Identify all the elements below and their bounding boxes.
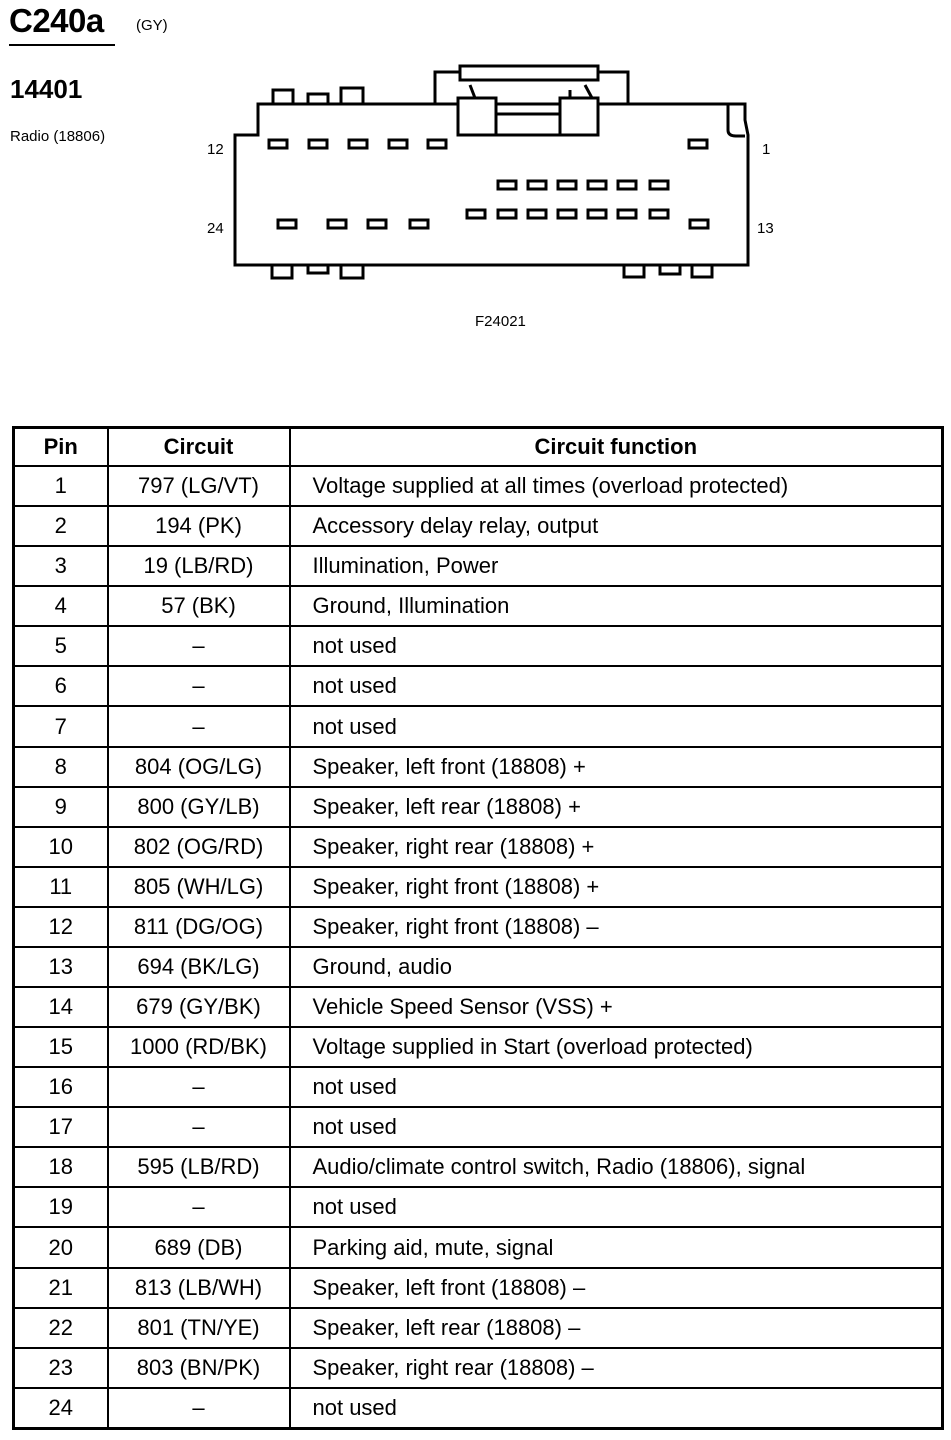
connector-id: C240a [9, 2, 104, 39]
pin-label-13: 13 [757, 220, 774, 237]
connector-face-diagram [195, 60, 795, 350]
pin-cell: 24 [14, 1388, 108, 1429]
circuit-cell: 57 (BK) [108, 586, 290, 626]
table-row [14, 827, 943, 867]
header-circuit-function: Circuit function [290, 428, 943, 467]
function-cell: Speaker, left front (18808) – [290, 1268, 943, 1308]
pin-label-12: 12 [207, 141, 224, 158]
function-cell: Audio/climate control switch, Radio (18806), signal [290, 1147, 943, 1187]
circuit-cell: 1000 (RD/BK) [108, 1027, 290, 1067]
circuit-cell: 19 (LB/RD) [108, 546, 290, 586]
circuit-cell: 801 (TN/YE) [108, 1308, 290, 1348]
circuit-cell: – [108, 1107, 290, 1147]
function-cell: Parking aid, mute, signal [290, 1227, 943, 1267]
function-cell: Speaker, right front (18808) + [290, 867, 943, 907]
table-row [14, 867, 943, 907]
header-pin: Pin [14, 428, 108, 467]
function-cell: not used [290, 1067, 943, 1107]
function-cell: Speaker, left front (18808) + [290, 747, 943, 787]
pin-cell: 16 [14, 1067, 108, 1107]
pin-cell: 14 [14, 987, 108, 1027]
part-number: 14401 [10, 74, 83, 104]
table-row [14, 506, 943, 546]
function-cell: Speaker, right rear (18808) – [290, 1348, 943, 1388]
circuit-cell: – [108, 1187, 290, 1227]
pin-cell: 22 [14, 1308, 108, 1348]
table-row [14, 1107, 943, 1147]
table-row [14, 787, 943, 827]
function-cell: not used [290, 706, 943, 746]
pin-cell: 3 [14, 546, 108, 586]
table-row [14, 1227, 943, 1267]
pin-cell: 1 [14, 466, 108, 506]
function-cell: Vehicle Speed Sensor (VSS) + [290, 987, 943, 1027]
table-row [14, 1067, 943, 1107]
table-row [14, 1308, 943, 1348]
circuit-cell: 802 (OG/RD) [108, 827, 290, 867]
function-cell: Voltage supplied in Start (overload protected) [290, 1027, 943, 1067]
circuit-cell: 194 (PK) [108, 506, 290, 546]
circuit-cell: 805 (WH/LG) [108, 867, 290, 907]
table-header-row [14, 428, 943, 467]
table-row [14, 1027, 943, 1067]
circuit-cell: – [108, 706, 290, 746]
circuit-cell: 804 (OG/LG) [108, 747, 290, 787]
pin-cell: 7 [14, 706, 108, 746]
table-row [14, 947, 943, 987]
circuit-cell: 811 (DG/OG) [108, 907, 290, 947]
pin-label-24: 24 [207, 220, 224, 237]
pin-cell: 2 [14, 506, 108, 546]
pin-cell: 21 [14, 1268, 108, 1308]
function-cell: not used [290, 1107, 943, 1147]
component-name: Radio (18806) [10, 128, 106, 145]
circuit-cell: 803 (BN/PK) [108, 1348, 290, 1388]
pin-cell: 12 [14, 907, 108, 947]
table-row [14, 706, 943, 746]
pin-cell: 5 [14, 626, 108, 666]
pinout-table-body [14, 466, 943, 1429]
figure-id: F24021 [475, 313, 526, 330]
pinout-table [12, 426, 944, 1430]
pin-cell: 20 [14, 1227, 108, 1267]
circuit-cell: 694 (BK/LG) [108, 947, 290, 987]
connector-id-underline [9, 44, 115, 46]
circuit-cell: 595 (LB/RD) [108, 1147, 290, 1187]
pin-cell: 17 [14, 1107, 108, 1147]
pin-label-1: 1 [762, 141, 771, 158]
circuit-cell: 800 (GY/LB) [108, 787, 290, 827]
circuit-cell: – [108, 1388, 290, 1429]
table-row [14, 466, 943, 506]
function-cell: not used [290, 1388, 943, 1429]
table-row [14, 1348, 943, 1388]
function-cell: not used [290, 626, 943, 666]
circuit-cell: 689 (DB) [108, 1227, 290, 1267]
function-cell: not used [290, 1187, 943, 1227]
function-cell: Accessory delay relay, output [290, 506, 943, 546]
pin-cell: 13 [14, 947, 108, 987]
function-cell: Speaker, right rear (18808) + [290, 827, 943, 867]
circuit-cell: 797 (LG/VT) [108, 466, 290, 506]
function-cell: Voltage supplied at all times (overload protected) [290, 466, 943, 506]
table-row [14, 586, 943, 626]
pin-cell: 18 [14, 1147, 108, 1187]
pin-cell: 15 [14, 1027, 108, 1067]
function-cell: not used [290, 666, 943, 706]
table-row [14, 1388, 943, 1429]
table-row [14, 666, 943, 706]
circuit-cell: – [108, 1067, 290, 1107]
table-row [14, 1147, 943, 1187]
table-row [14, 626, 943, 666]
pin-cell: 23 [14, 1348, 108, 1388]
table-row [14, 1187, 943, 1227]
function-cell: Speaker, left rear (18808) + [290, 787, 943, 827]
table-row [14, 546, 943, 586]
table-row [14, 987, 943, 1027]
pin-cell: 9 [14, 787, 108, 827]
pin-cell: 11 [14, 867, 108, 907]
table-row [14, 907, 943, 947]
table-row [14, 1268, 943, 1308]
function-cell: Speaker, right front (18808) – [290, 907, 943, 947]
circuit-cell: – [108, 626, 290, 666]
function-cell: Illumination, Power [290, 546, 943, 586]
table-row [14, 747, 943, 787]
function-cell: Ground, audio [290, 947, 943, 987]
function-cell: Speaker, left rear (18808) – [290, 1308, 943, 1348]
pin-cell: 4 [14, 586, 108, 626]
pin-cell: 19 [14, 1187, 108, 1227]
header-circuit: Circuit [108, 428, 290, 467]
function-cell: Ground, Illumination [290, 586, 943, 626]
connector-color: (GY) [136, 17, 168, 34]
pin-cell: 10 [14, 827, 108, 867]
pin-cell: 8 [14, 747, 108, 787]
pin-cell: 6 [14, 666, 108, 706]
circuit-cell: 679 (GY/BK) [108, 987, 290, 1027]
circuit-cell: 813 (LB/WH) [108, 1268, 290, 1308]
circuit-cell: – [108, 666, 290, 706]
